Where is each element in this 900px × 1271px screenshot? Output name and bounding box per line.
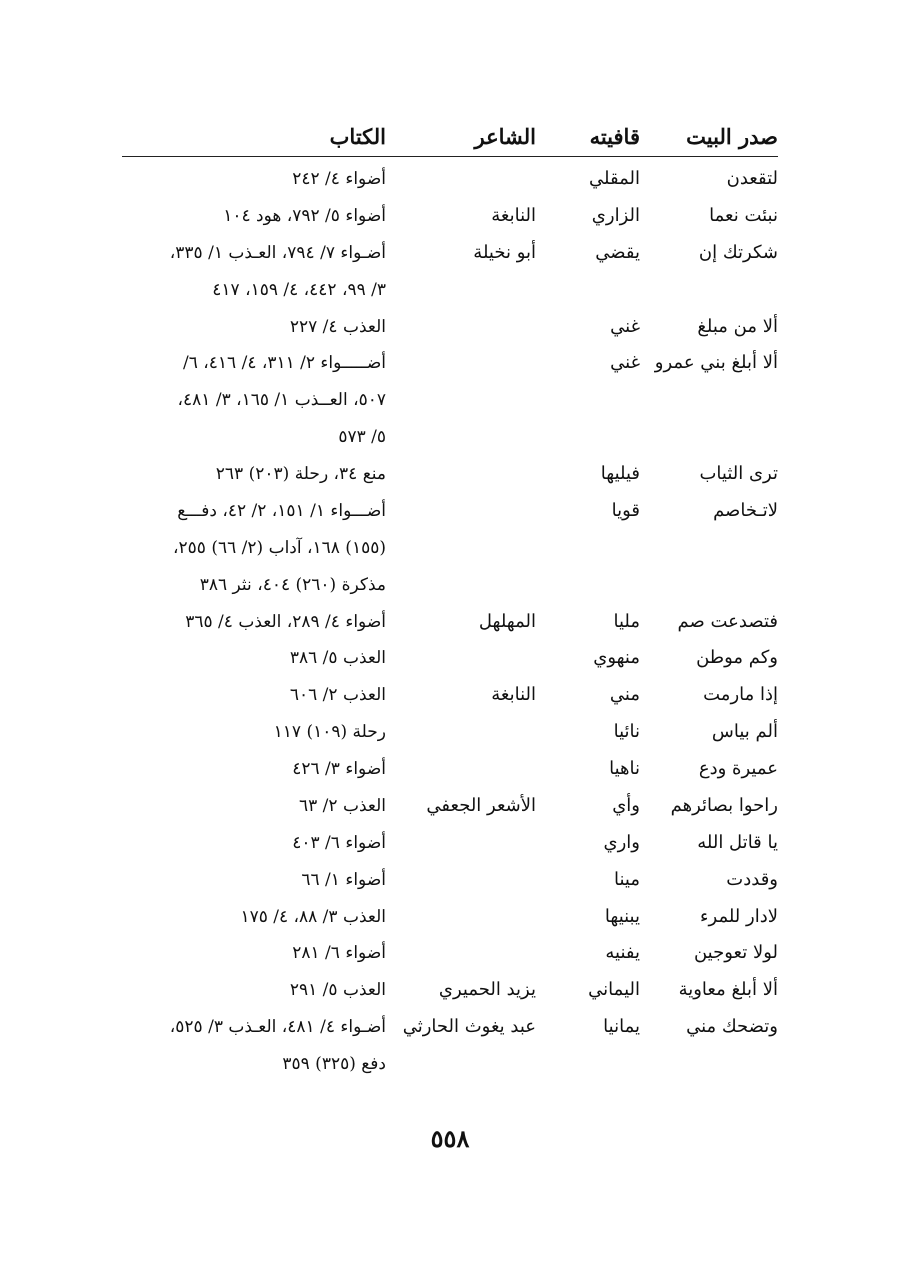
table-row	[122, 899, 778, 935]
cell-qafia: يفنيه	[605, 942, 640, 964]
cell-kitab: أضـواء ٧/ ٧٩٤، العـذب ١/ ٣٣٥،	[169, 242, 386, 263]
cell-kitab: العذب ٢/ ٦٠٦	[289, 685, 386, 706]
table-row	[122, 1046, 778, 1082]
cell-sadr: ألم بياس	[711, 721, 778, 743]
cell-qafia: اليماني	[588, 979, 640, 1001]
cell-kitab: أضواء ٥/ ٧٩٢، هود ١٠٤	[223, 205, 386, 226]
cell-qafia: يقضي	[595, 241, 640, 263]
cell-kitab: أضواء ٦/ ٢٨١	[292, 943, 386, 964]
cell-kitab: ٣/ ٩٩، ٤٤٢، ٤/ ١٥٩، ٤١٧	[212, 279, 386, 300]
cell-qafia: ناهيا	[609, 758, 640, 779]
cell-sadr: وقددت	[726, 868, 778, 890]
header-sadr: صدر البيت	[686, 124, 778, 149]
table-row	[122, 345, 778, 381]
cell-shaer: يزيد الحميري	[438, 979, 536, 1001]
cell-qafia: الزاري	[591, 204, 640, 226]
cell-shaer: المهلهل	[478, 610, 536, 632]
cell-kitab: أضواء ٣/ ٤٢٦	[292, 759, 386, 779]
header-shaer: الشاعر	[474, 124, 536, 149]
cell-sadr: ترى الثياب	[699, 463, 778, 484]
table-row	[122, 751, 778, 787]
page-number: ٥٥٨	[430, 1124, 470, 1153]
cell-kitab: رحلة (١٠٩) ١١٧	[273, 722, 386, 743]
cell-shaer: الأشعر الجعفي	[426, 794, 536, 816]
header-rule	[122, 156, 778, 157]
cell-qafia: مليا	[613, 610, 640, 632]
table-row	[122, 161, 778, 197]
table-row	[122, 235, 778, 271]
table-row	[122, 272, 778, 308]
table-row	[122, 530, 778, 566]
cell-qafia: واري	[603, 831, 640, 853]
table-row	[122, 640, 778, 676]
cell-qafia: يبنيها	[604, 905, 640, 927]
cell-kitab: مذكرة (٢٦٠) ٤٠٤، نثر ٣٨٦	[199, 574, 386, 595]
cell-kitab: أضواء ٦/ ٤٠٣	[292, 832, 386, 853]
table-row	[122, 1009, 778, 1045]
cell-sadr: فتصدعت صم	[677, 610, 778, 632]
cell-qafia: غني	[610, 352, 640, 374]
cell-qafia: المقلي	[589, 168, 640, 189]
cell-sadr: لتقعدن	[726, 168, 778, 189]
cell-kitab: العذب ٥/ ٣٨٦	[289, 648, 386, 669]
cell-shaer: النابغة	[491, 204, 536, 226]
table-row	[122, 788, 778, 824]
cell-kitab: العذب ٣/ ٨٨، ٤/ ١٧٥	[240, 906, 386, 927]
cell-kitab: أضـواء ٤/ ٤٨١، العـذب ٣/ ٥٢٥،	[169, 1017, 386, 1038]
table-row	[122, 862, 778, 898]
cell-sadr: وكم موطن	[696, 647, 778, 669]
cell-sadr: شكرتك إن	[698, 241, 778, 263]
table-row	[122, 714, 778, 750]
cell-sadr: راحوا بصائرهم	[670, 794, 778, 816]
cell-sadr: ألا أبلغ بني عمرو	[654, 352, 778, 374]
cell-kitab: دفع (٣٢٥) ٣٥٩	[282, 1054, 386, 1074]
table-header	[122, 118, 778, 156]
cell-sadr: ألا أبلغ معاوية	[678, 979, 778, 1001]
cell-sadr: عميرة ودع	[698, 758, 778, 779]
cell-qafia: فيليها	[600, 463, 640, 484]
cell-qafia: يمانيا	[603, 1016, 640, 1038]
table-row	[122, 456, 778, 492]
cell-kitab: أضـــــواء ٢/ ٣١١، ٤/ ٤١٦، ٦/	[183, 353, 386, 374]
table-row	[122, 198, 778, 234]
cell-qafia: غني	[610, 315, 640, 337]
cell-kitab: أضواء ٤/ ٢٤٢	[292, 169, 386, 189]
cell-qafia: منهوي	[593, 647, 640, 669]
cell-shaer: عبد يغوث الحارثي	[402, 1016, 536, 1038]
cell-shaer: النابغة	[491, 684, 536, 706]
table-row	[122, 825, 778, 861]
cell-sadr: إذا مارمت	[703, 684, 778, 706]
cell-kitab: أضواء ٤/ ٢٨٩، العذب ٤/ ٣٦٥	[185, 611, 386, 632]
table-row	[122, 419, 778, 455]
cell-kitab: العذب ٢/ ٦٣	[299, 795, 386, 816]
cell-kitab: منع ٣٤، رحلة (٢٠٣) ٢٦٣	[215, 464, 386, 484]
table-row	[122, 935, 778, 971]
cell-sadr: لولا تعوجين	[693, 942, 778, 964]
cell-sadr: لاتـخاصم	[713, 499, 778, 521]
cell-qafia: قويا	[611, 499, 640, 521]
cell-sadr: يا قاتل الله	[697, 831, 778, 853]
table-row	[122, 493, 778, 529]
cell-qafia: وأي	[612, 794, 640, 816]
table-row	[122, 972, 778, 1008]
cell-qafia: مينا	[614, 868, 640, 890]
cell-kitab: العذب ٤/ ٢٢٧	[289, 316, 386, 337]
cell-sadr: نبئت نعما	[709, 204, 778, 226]
cell-sadr: وتضحك مني	[686, 1016, 778, 1038]
table-row	[122, 309, 778, 345]
cell-qafia: نائيا	[613, 721, 640, 743]
cell-qafia: مني	[609, 684, 640, 706]
cell-kitab: العذب ٥/ ٢٩١	[289, 980, 386, 1001]
table-row	[122, 604, 778, 640]
cell-sadr: ألا من مبلغ	[697, 315, 778, 337]
table-row	[122, 382, 778, 418]
table-row	[122, 677, 778, 713]
cell-kitab: أضواء ١/ ٦٦	[301, 869, 386, 890]
cell-kitab: ٥٠٧، العــذب ١/ ١٦٥، ٣/ ٤٨١،	[177, 390, 386, 411]
cell-kitab: أضـــواء ١/ ١٥١، ٢/ ٤٢، دفـــع	[177, 500, 386, 521]
cell-kitab: ٥/ ٥٧٣	[338, 427, 386, 448]
header-qafia: قافيته	[589, 124, 640, 149]
cell-kitab: (١٥٥) ١٦٨، آداب (٢/ ٦٦) ٢٥٥،	[173, 537, 386, 558]
cell-shaer: أبو نخيلة	[473, 241, 536, 263]
header-kitab: الكتاب	[329, 124, 386, 149]
table-row	[122, 567, 778, 603]
cell-sadr: لادار للمرء	[700, 905, 778, 927]
